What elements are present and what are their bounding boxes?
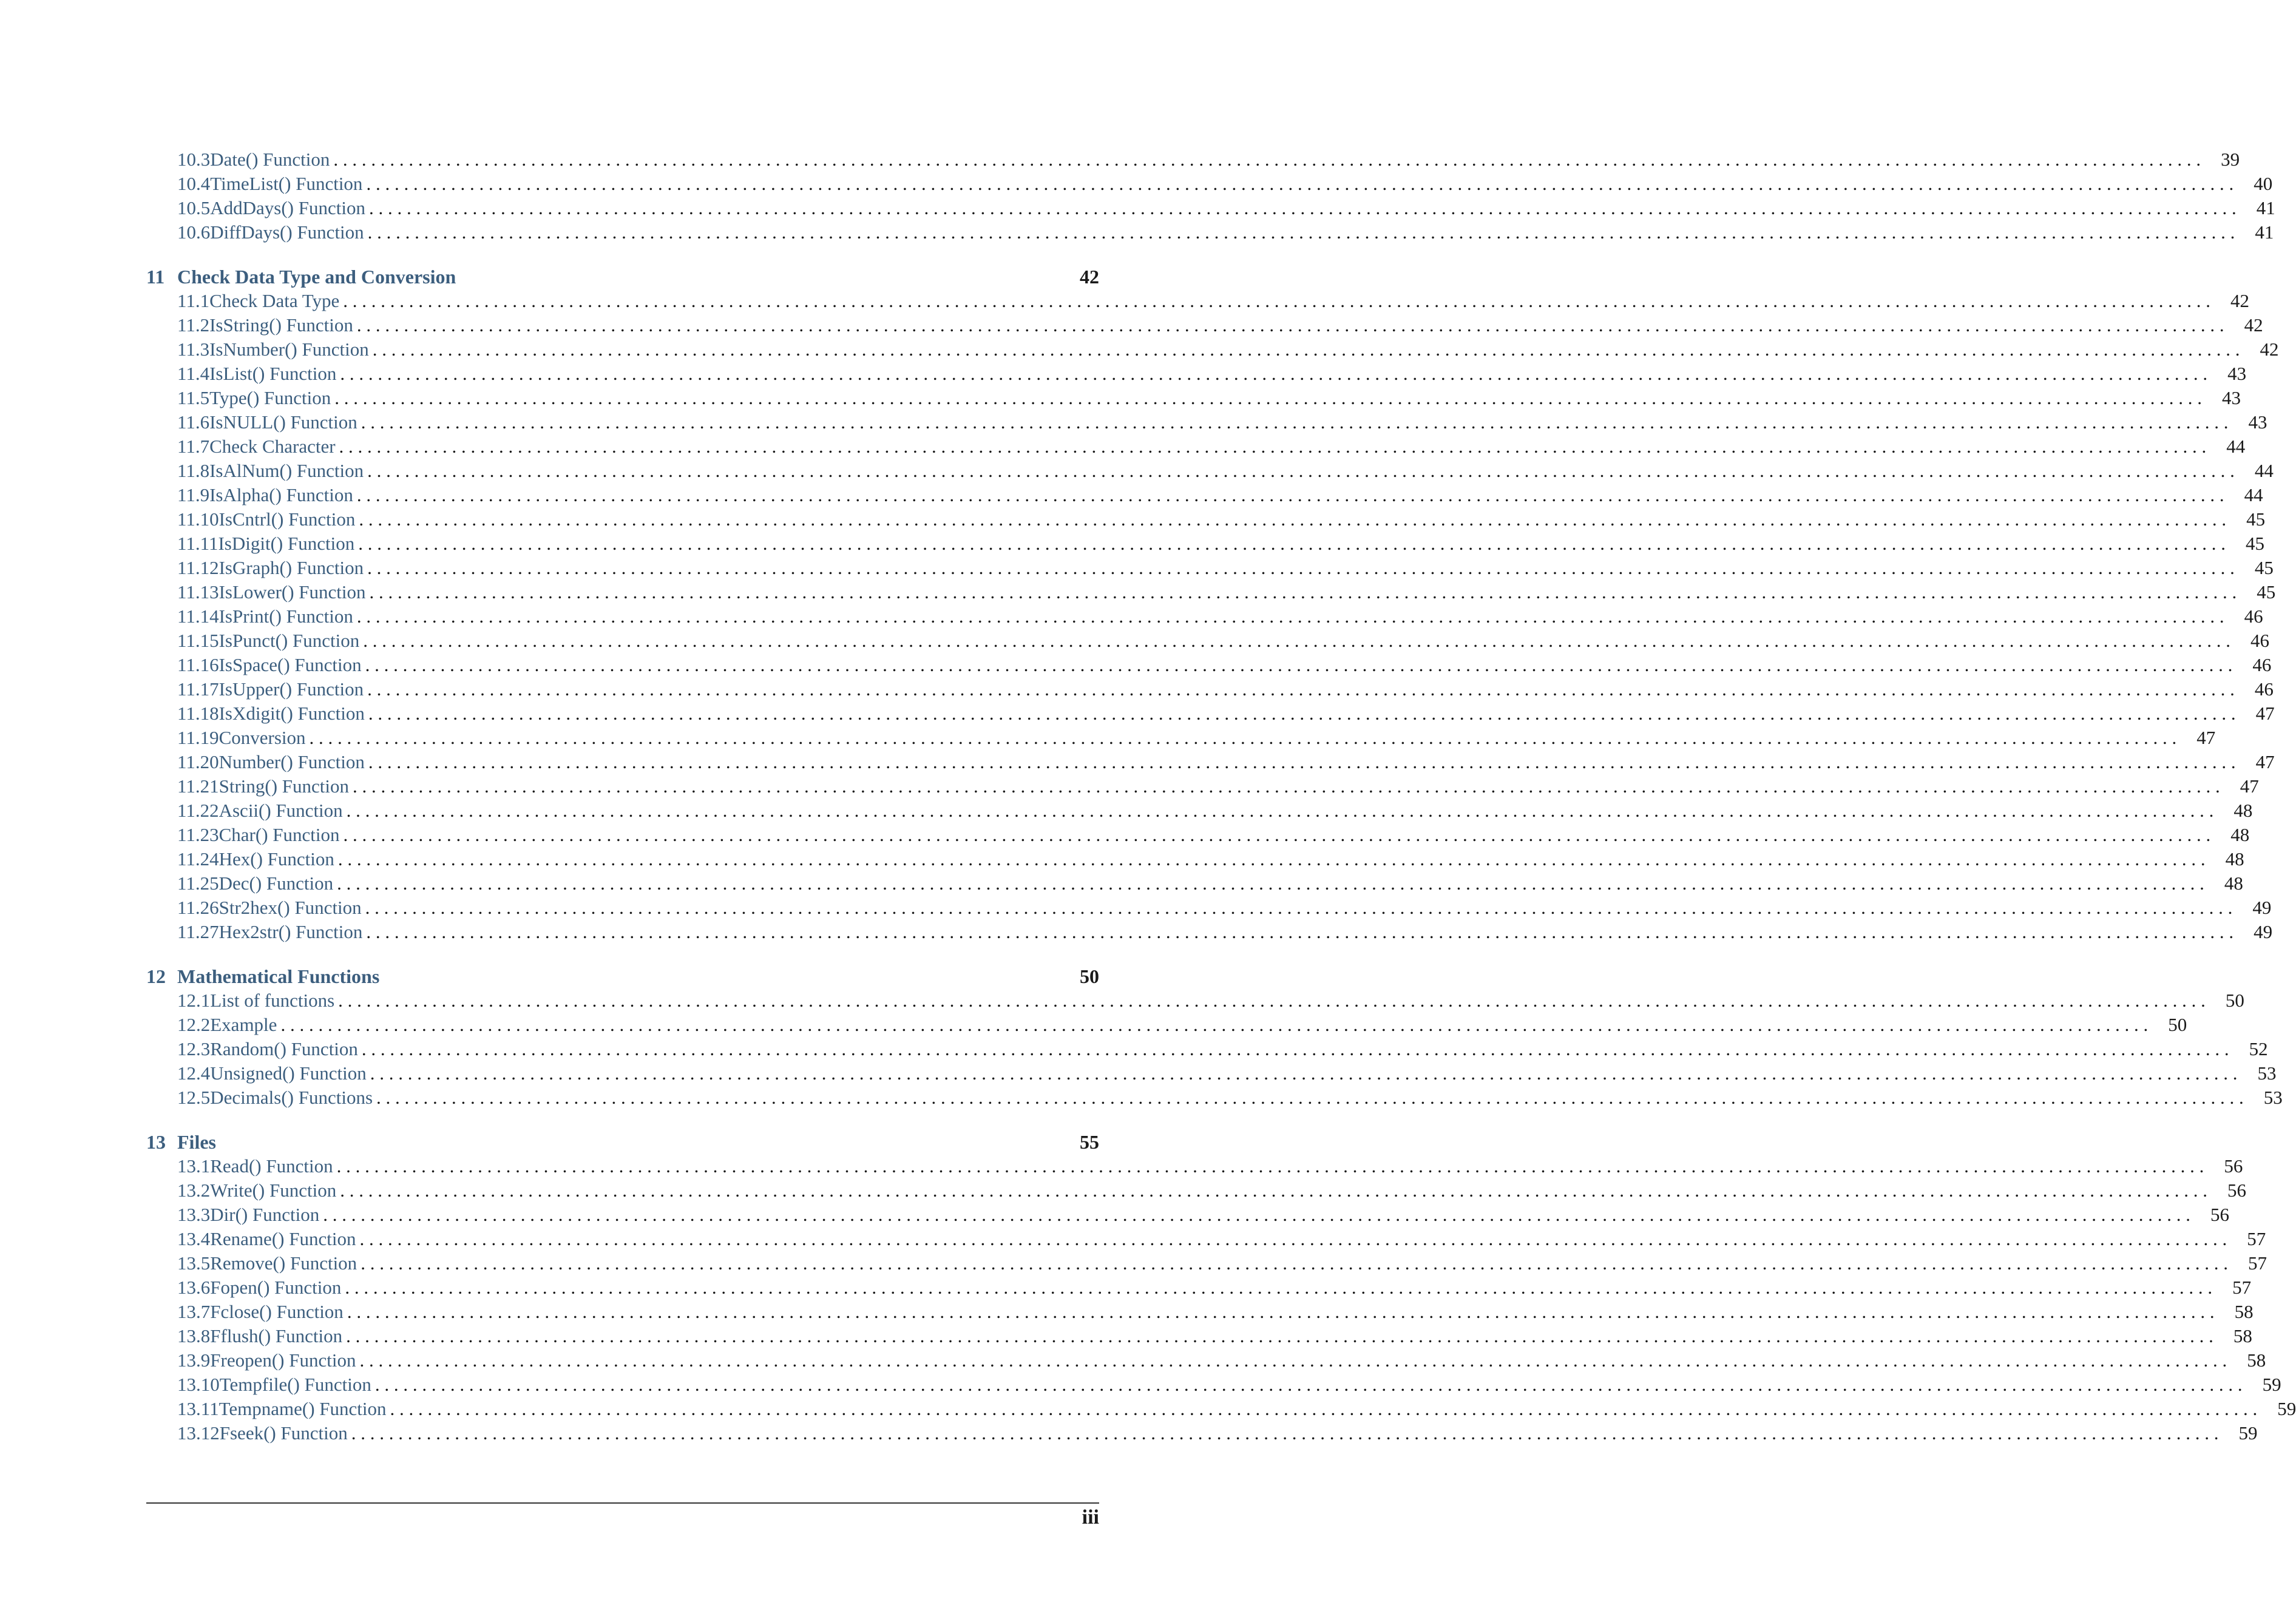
toc-section-number[interactable]: 12.3 [177, 1038, 211, 1059]
toc-page-number: 56 [2227, 1180, 2246, 1201]
toc-section-number[interactable]: 12.2 [177, 1014, 211, 1035]
toc-dot-leader: . . . . . . . . . . . . . . . . . . . . . . . . . . . . . . . . . . . . . . . . . . . . . . . . . . . . . . . . . . . . . . . . . . . . . . . . . . . . . . . . . . . . . . . . . . . . . . . . . . . . . . . . . . . . . . . . . . . . . . . . . . . . . . . . . . . . . . . . . . . . . . . . . . . . . . . . . . . . . . . . . . . . . . . . . . . . . . . . . . . . . . . . . . . . . . . . . . . . . . . [367, 678, 2235, 700]
toc-chapter-row[interactable] [146, 964, 1099, 988]
toc-entry-row[interactable] [146, 847, 2244, 871]
toc-page-number: 44 [2254, 460, 2274, 481]
toc-page-number: 49 [2254, 921, 2273, 942]
toc-dot-leader: . . . . . . . . . . . . . . . . . . . . . . . . . . . . . . . . . . . . . . . . . . . . . . . . . . . . . . . . . . . . . . . . . . . . . . . . . . . . . . . . . . . . . . . . . . . . . . . . . . . . . . . . . . . . . . . . . . . . . . . . . . . . . . . . . . . . . . . . . . . . . . . . . . . . . . . . . . . . . . . . . . . . . . . . . . . . . . . . . . . . . . . . . . . . . . . . . . . . . . . [280, 1014, 2149, 1035]
toc-section-title[interactable]: IsSpace() Function [218, 654, 362, 675]
toc-section-title[interactable]: Date() Function [210, 149, 330, 170]
toc-section-title[interactable]: Write() Function [210, 1180, 337, 1201]
toc-entry-row[interactable] [146, 362, 2247, 386]
toc-page-number: 47 [2255, 703, 2275, 724]
toc-entry-row[interactable] [146, 1373, 2281, 1397]
toc-section-title[interactable]: IsString() Function [209, 314, 353, 336]
toc-section-title[interactable]: Random() Function [210, 1038, 358, 1059]
toc-entry-row[interactable] [146, 1013, 2187, 1037]
toc-entry-row[interactable] [146, 556, 2274, 580]
toc-page-number: 42 [2230, 290, 2250, 311]
toc-section-number[interactable]: 11.18 [177, 703, 219, 724]
toc-page-number: 40 [2254, 173, 2273, 194]
toc-page-number: 45 [2246, 508, 2266, 530]
toc-section-number[interactable]: 11.12 [177, 557, 219, 578]
toc-section-title[interactable]: Rename() Function [210, 1228, 356, 1249]
toc-section-title[interactable]: Check Character [209, 436, 336, 457]
toc-chapter-row[interactable] [146, 265, 1099, 289]
toc-page-number: 48 [2224, 873, 2243, 894]
toc-entry-row[interactable] [146, 1203, 2229, 1227]
toc-section-title[interactable]: IsXdigit() Function [218, 703, 365, 724]
toc-dot-leader: . . . . . . . . . . . . . . . . . . . . . . . . . . . . . . . . . . . . . . . . . . . . . . . . . . . . . . . . . . . . . . . . . . . . . . . . . . . . . . . . . . . . . . . . . . . . . . . . . . . . . . . . . . . . . . . . . . . . . . . . . . . . . . . . . . . . . . . . . . . . . . . . . . . . . . . . . . . . . . . . . . . . . . . . . . . . . . . . . . . . . . . . . . . . . . . . . . . . . . . [368, 703, 2236, 724]
toc-section-number[interactable]: 12 [146, 965, 166, 987]
toc-dot-leader: . . . . . . . . . . . . . . . . . . . . . . . . . . . . . . . . . . . . . . . . . . . . . . . . . . . . . . . . . . . . . . . . . . . . . . . . . . . . . . . . . . . . . . . . . . . . . . . . . . . . . . . . . . . . . . . . . . . . . . . . . . . . . . . . . . . . . . . . . . . . . . . . . . . . . . . . . . . . . . . . . . . . . . . . . . . . . . . . . . . . . . . . . . . . . . . . . . . . . . . [356, 314, 2224, 336]
toc-chapter-row[interactable] [146, 1130, 1099, 1154]
toc-dot-leader: . . . . . . . . . . . . . . . . . . . . . . . . . . . . . . . . . . . . . . . . . . . . . . . . . . . . . . . . . . . . . . . . . . . . . . . . . . . . . . . . . . . . . . . . . . . . . . . . . . . . . . . . . . . . . . . . . . . . . . . . . . . . . . . . . . . . . . . . . . . . . . . . . . . . . . . . . . . . . . . . . . . . . . . . . . . . . . . . . . . . . . . . . . . . . . . . . . . . . . . [340, 363, 2208, 384]
toc-dot-leader: . . . . . . . . . . . . . . . . . . . . . . . . . . . . . . . . . . . . . . . . . . . . . . . . . . . . . . . . . . . . . . . . . . . . . . . . . . . . . . . . . . . . . . . . . . . . . . . . . . . . . . . . . . . . . . . . . . . . . . . . . . . . . . . . . . . . . . . . . . . . . . . . . . . . . . . . . . . . . . . . . . . . . . . . . . . . . . . . . . . . . . . . . . . . . . . . . . . . . . . [367, 460, 2235, 481]
toc-dot-leader: . . . . . . . . . . . . . . . . . . . . . . . . . . . . . . . . . . . . . . . . . . . . . . . . . . . . . . . . . . . . . . . . . . . . . . . . . . . . . . . . . . . . . . . . . . . . . . . . . . . . . . . . . . . . . . . . . . . . . . . . . . . . . . . . . . . . . . . . . . . . . . . . . . . . . . . . . . . . . . . . . . . . . . . . . . . . . . . . . . . . . . . . . . . . . . . . . . . . . . . [366, 173, 2234, 194]
toc-section-title[interactable]: Number() Function [218, 751, 365, 772]
toc-section-number[interactable]: 11.14 [177, 606, 219, 627]
toc-page-number: 41 [2255, 221, 2274, 243]
toc-dot-leader: . . . . . . . . . . . . . . . . . . . . . . . . . . . . . . . . . . . . . . . . . . . . . . . . . . . . . . . . . . . . . . . . . . . . . . . . . . . . . . . . . . . . . . . . . . . . . . . . . . . . . . . . . . . . . . . . . . . . . . . . . . . . . . . . . . . . . . . . . . . . . . . . . . . . . . . . . . . . . . . . . . . . . . . . . . . . . . . . . . . . . . . . . . . . . . . . . . . . . . . [356, 606, 2224, 627]
toc-section-number[interactable]: 11.3 [177, 339, 210, 360]
toc-page-number: 47 [2255, 751, 2275, 772]
toc-section-number[interactable]: 11.20 [177, 751, 219, 772]
toc-section-title[interactable]: List of functions [210, 990, 335, 1011]
toc-section-title[interactable]: IsPunct() Function [218, 630, 360, 651]
toc-section-title[interactable]: Remove() Function [210, 1252, 357, 1274]
table-of-contents [146, 147, 2296, 1445]
toc-entry-row[interactable] [146, 701, 2275, 726]
toc-section-number[interactable]: 11.4 [177, 363, 210, 384]
toc-dot-leader: . . . . . . . . . . . . . . . . . . . . . . . . . . . . . . . . . . . . . . . . . . . . . . . . . . . . . . . . . . . . . . . . . . . . . . . . . . . . . . . . . . . . . . . . . . . . . . . . . . . . . . . . . . . . . . . . . . . . . . . . . . . . . . . . . . . . . . . . . . . . . . . . . . . . . . . . . . . . . . . . . . . . . . . . . . . . . . . . . . . . . . . . . . . . . . . . . . . . . . . [359, 508, 2227, 530]
toc-dot-leader: . . . . . . . . . . . . . . . . . . . . . . . . . . . . . . . . . . . . . . . . . . . . . . . . . . . . . . . . . . . . . . . . . . . . . . . . . . . . . . . . . . . . . . . . . . . . . . . . . . . . . . . . . . . . . . . . . . . . . . . . . . . . . . . . . . . . . . . . . . . . . . . . . . . . . . . . . . . . . . . . . . . . . . . . . . . . . . . . . . . . . . . . . . . . . . . . . . . . . . . [337, 848, 2206, 870]
toc-section-number[interactable]: 13.7 [177, 1301, 211, 1322]
toc-section-number[interactable]: 11.16 [177, 654, 219, 675]
toc-entry-row[interactable] [146, 483, 2263, 507]
toc-page-number: 58 [2234, 1301, 2254, 1322]
toc-dot-leader: . . . . . . . . . . . . . . . . . . . . . . . . . . . . . . . . . . . . . . . . . . . . . . . . . . . . . . . . . . . . . . . . . . . . . . . . . . . . . . . . . . . . . . . . . . . . . . . . . . . . . . . . . . . . . . . . . . . . . . . . . . . . . . . . . . . . . . . . . . . . . . . . . . . . . . . . . . . . . . . . . . . . . . . . . . . . . . . . . . . . . . . . . . . . . . . . . . . . . . . [368, 197, 2237, 218]
toc-dot-leader: . . . . . . . . . . . . . . . . . . . . . . . . . . . . . . . . . . . . . . . . . . . . . . . . . . . . . . . . . . . . . . . . . . . . . . . . . . . . . . . . . . . . . . . . . . . . . . . . . . . . . . . . . . . . . . . . . . . . . . . . . . . . . . . . . . . . . . . . . . . . . . . . . . . . . . . . . . . . . . . . . . . . . . . . . . . . . . . . . . . . . . . . . . . . . . . . . . . . . . . [372, 339, 2240, 360]
toc-section-number[interactable]: 10.3 [177, 149, 211, 170]
toc-page-number: 41 [2256, 197, 2275, 218]
toc-section-title[interactable]: String() Function [218, 775, 350, 797]
toc-entry-row[interactable] [146, 750, 2275, 774]
toc-entry-row[interactable] [146, 434, 2246, 459]
toc-section-title[interactable]: Files [177, 1131, 216, 1153]
toc-section-title[interactable]: Dir() Function [210, 1204, 320, 1225]
toc-page-number: 45 [2254, 557, 2274, 578]
toc-entry-row[interactable] [146, 1061, 2277, 1086]
toc-section-title[interactable]: Check Data Type [209, 290, 340, 311]
toc-section-number[interactable]: 11.19 [177, 727, 219, 748]
toc-section-number[interactable]: 11.13 [177, 581, 219, 603]
toc-dot-leader: . . . . . . . . . . . . . . . . . . . . . . . . . . . . . . . . . . . . . . . . . . . . . . . . . . . . . . . . . . . . . . . . . . . . . . . . . . . . . . . . . . . . . . . . . . . . . . . . . . . . . . . . . . . . . . . . . . . . . . . . . . . . . . . . . . . . . . . . . . . . . . . . . . . . . . . . . . . . . . . . . . . . . . . . . . . . . . . . . . . . . . . . . . . . . . . . . . . . . . . [368, 751, 2236, 772]
toc-page-number: 55 [1080, 1131, 1099, 1153]
toc-entry-row[interactable] [146, 774, 2259, 799]
toc-section-number[interactable]: 11.17 [177, 678, 219, 700]
toc-section-title[interactable]: Freopen() Function [210, 1350, 356, 1371]
toc-dot-leader: . . . . . . . . . . . . . . . . . . . . . . . . . . . . . . . . . . . . . . . . . . . . . . . . . . . . . . . . . . . . . . . . . . . . . . . . . . . . . . . . . . . . . . . . . . . . . . . . . . . . . . . . . . . . . . . . . . . . . . . . . . . . . . . . . . . . . . . . . . . . . . . . . . . . . . . . . . . . . . . . . . . . . . . . . . . . . . . . . . . . . . . . . . . . . . . . . . . . . . . [359, 1350, 2227, 1371]
toc-dot-leader: . . . . . . . . . . . . . . . . . . . . . . . . . . . . . . . . . . . . . . . . . . . . . . . . . . . . . . . . . . . . . . . . . . . . . . . . . . . . . . . . . . . . . . . . . . . . . . . . . . . . . . . . . . . . . . . . . . . . . . . . . . . . . . . . . . . . . . . . . . . . . . . . . . . . . . . . . . . . . . . . . . . . . . . . . . . . . . . . . . . . . . . . . . . . . . . . . . . . . . . [351, 1422, 2219, 1444]
toc-section-title[interactable]: Fopen() Function [210, 1277, 342, 1298]
toc-page-number: 53 [2263, 1087, 2283, 1108]
toc-section-number[interactable]: 13.6 [177, 1277, 211, 1298]
toc-entry-row[interactable] [146, 337, 2279, 362]
toc-dot-leader: . . . . . . . . . . . . . . . . . . . . . . . . . . . . . . . . . . . . . . . . . . . . . . . . . . . . . . . . . . . . . . . . . . . . . . . . . . . . . . . . . . . . . . . . . . . . . . . . . . . . . . . . . . . . . . . . . . . . . . . . . . . . . . . . . . . . . . . . . . . . . . . . . . . . . . . . . . . . . . . . . . . . . . . . . . . . . . . . . . . . . . . . . . . . . . . . . . . . . . . [361, 1252, 2228, 1274]
toc-entry-row[interactable] [146, 220, 2274, 245]
toc-section-number[interactable]: 11.6 [177, 411, 210, 433]
toc-entry-row[interactable] [146, 653, 2272, 677]
toc-section-number[interactable]: 11.23 [177, 824, 219, 845]
toc-dot-leader: . . . . . . . . . . . . . . . . . . . . . . . . . . . . . . . . . . . . . . . . . . . . . . . . . . . . . . . . . . . . . . . . . . . . . . . . . . . . . . . . . . . . . . . . . . . . . . . . . . . . . . . . . . . . . . . . . . . . . . . . . . . . . . . . . . . . . . . . . . . . . . . . . . . . . . . . . . . . . . . . . . . . . . . . . . . . . . . . . . . . . . . . . . . . . . . . . . . . . . . [336, 1155, 2204, 1177]
toc-section-title[interactable]: Hex() Function [218, 848, 334, 870]
toc-page-number: 50 [1080, 965, 1099, 987]
toc-section-title[interactable]: Decimals() Functions [210, 1087, 373, 1108]
toc-dot-leader: . . . . . . . . . . . . . . . . . . . . . . . . . . . . . . . . . . . . . . . . . . . . . . . . . . . . . . . . . . . . . . . . . . . . . . . . . . . . . . . . . . . . . . . . . . . . . . . . . . . . . . . . . . . . . . . . . . . . . . . . . . . . . . . . . . . . . . . . . . . . . . . . . . . . . . . . . . . . . . . . . . . . . . . . . . . . . . . . . . . . . . . . . . . . . . . . . . . . . . . [358, 533, 2226, 554]
toc-page-number: 59 [2262, 1374, 2281, 1395]
toc-section-title[interactable]: Ascii() Function [218, 800, 343, 821]
toc-section-title[interactable]: Str2hex() Function [218, 897, 362, 918]
toc-dot-leader: . . . . . . . . . . . . . . . . . . . . . . . . . . . . . . . . . . . . . . . . . . . . . . . . . . . . . . . . . . . . . . . . . . . . . . . . . . . . . . . . . . . . . . . . . . . . . . . . . . . . . . . . . . . . . . . . . . . . . . . . . . . . . . . . . . . . . . . . . . . . . . . . . . . . . . . . . . . . . . . . . . . . . . . . . . . . . . . . . . . . . . . . . . . . . . . . . . . . . . . [361, 1038, 2229, 1059]
toc-entry-row[interactable] [146, 410, 2267, 434]
toc-section-number[interactable]: 13.1 [177, 1155, 211, 1177]
toc-entry-row[interactable] [146, 604, 2263, 629]
toc-page-number: 58 [2233, 1325, 2252, 1346]
toc-section-number[interactable]: 11.26 [177, 897, 219, 918]
toc-section-number[interactable]: 11.2 [177, 314, 210, 336]
toc-section-number[interactable]: 11.1 [177, 290, 210, 311]
toc-page-number: 57 [2232, 1277, 2252, 1298]
toc-section-title[interactable]: TimeList() Function [210, 173, 363, 194]
toc-section-number[interactable]: 13.3 [177, 1204, 211, 1225]
toc-entry-row[interactable] [146, 1086, 2283, 1110]
toc-dot-leader: . . . . . . . . . . . . . . . . . . . . . . . . . . . . . . . . . . . . . . . . . . . . . . . . . . . . . . . . . . . . . . . . . . . . . . . . . . . . . . . . . . . . . . . . . . . . . . . . . . . . . . . . . . . . . . . . . . . . . . . . . . . . . . . . . . . . . . . . . . . . . . . . . . . . . . . . . . . . . . . . . . . . . . . . . . . . . . . . . . . . . . . . . . . . . . . . . . . . . . . [334, 387, 2203, 408]
toc-dot-leader: . . . . . . . . . . . . . . . . . . . . . . . . . . . . . . . . . . . . . . . . . . . . . . . . . . . . . . . . . . . . . . . . . . . . . . . . . . . . . . . . . . . . . . . . . . . . . . . . . . . . . . . . . . . . . . . . . . . . . . . . . . . . . . . . . . . . . . . . . . . . . . . . . . . . . . . . . . . . . . . . . . . . . . . . . . . . . . . . . . . . . . . . . . . . . . . . . . . . . . . [337, 873, 2204, 894]
toc-page-number: 47 [2240, 775, 2259, 797]
toc-section-number[interactable]: 13.11 [177, 1398, 219, 1419]
toc-section-number[interactable]: 11.25 [177, 873, 219, 894]
toc-section-number[interactable]: 11.27 [177, 921, 219, 942]
toc-entry-row[interactable] [146, 1251, 2267, 1275]
toc-dot-leader: . . . . . . . . . . . . . . . . . . . . . . . . . . . . . . . . . . . . . . . . . . . . . . . . . . . . . . . . . . . . . . . . . . . . . . . . . . . . . . . . . . . . . . . . . . . . . . . . . . . . . . . . . . . . . . . . . . . . . . . . . . . . . . . . . . . . . . . . . . . . . . . . . . . . . . . . . . . . . . . . . . . . . . . . . . . . . . . . . . . . . . . . . . . . . . . . . . . . . . . [363, 630, 2230, 651]
toc-page-number: 45 [2257, 581, 2276, 603]
toc-entry-row[interactable] [146, 580, 2276, 604]
toc-section-title[interactable]: IsAlpha() Function [209, 484, 353, 505]
toc-page-number: 56 [2210, 1204, 2229, 1225]
toc-section-number[interactable]: 13 [146, 1131, 166, 1153]
toc-section-title[interactable]: Fclose() Function [210, 1301, 344, 1322]
toc-section-number[interactable]: 13.10 [177, 1374, 220, 1395]
toc-page-number: 52 [2249, 1038, 2268, 1059]
toc-section-title[interactable]: Tempname() Function [218, 1398, 387, 1419]
toc-page-number: 42 [1080, 266, 1099, 288]
toc-page-number: 56 [2224, 1155, 2243, 1177]
toc-section-title[interactable]: Fflush() Function [210, 1325, 343, 1346]
toc-section-number[interactable]: 11.9 [177, 484, 210, 505]
toc-section-number[interactable]: 11.22 [177, 800, 219, 821]
toc-section-number[interactable]: 11.10 [177, 508, 219, 530]
toc-entry-row[interactable] [146, 386, 2241, 410]
footer-page-number: iii [1082, 1506, 1099, 1529]
toc-page-number: 45 [2245, 533, 2264, 554]
toc-page-number: 48 [2225, 848, 2244, 870]
toc-page-number: 43 [2227, 363, 2247, 384]
toc-section-number[interactable]: 13.5 [177, 1252, 211, 1274]
toc-entry-row[interactable] [146, 896, 2272, 920]
toc-entry-row[interactable] [146, 147, 2240, 172]
toc-entry-row[interactable] [146, 1397, 2296, 1421]
toc-entry-row[interactable] [146, 823, 2250, 847]
toc-dot-leader: . . . . . . . . . . . . . . . . . . . . . . . . . . . . . . . . . . . . . . . . . . . . . . . . . . . . . . . . . . . . . . . . . . . . . . . . . . . . . . . . . . . . . . . . . . . . . . . . . . . . . . . . . . . . . . . . . . . . . . . . . . . . . . . . . . . . . . . . . . . . . . . . . . . . . . . . . . . . . . . . . . . . . . . . . . . . . . . . . . . . . . . . . . . . . . . . . . . . . . . [370, 1062, 2238, 1084]
toc-dot-leader: . . . . . . . . . . . . . . . . . . . . . . . . . . . . . . . . . . . . . . . . . . . . . . . . . . . . . . . . . . . . . . . . . . . . . . . . . . . . . . . . . . . . . . . . . . . . . . . . . . . . . . . . . . . . . . . . . . . . . . . . . . . . . . . . . . . . . . . . . . . . . . . . . . . . . . . . . . . . . . . . . . . . . . . . . . . . . . . . . . . . . . . . . . . . . . . . . . . . . . . [365, 897, 2233, 918]
toc-entry-row[interactable] [146, 988, 2244, 1013]
toc-entry-row[interactable] [146, 507, 2266, 532]
toc-dot-leader: . . . . . . . . . . . . . . . . . . . . . . . . . . . . . . . . . . . . . . . . . . . . . . . . . . . . . . . . . . . . . . . . . . . . . . . . . . . . . . . . . . . . . . . . . . . . . . . . . . . . . . . . . . . . . . . . . . . . . . . . . . . . . . . . . . . . . . . . . . . . . . . . . . . . . . . . . . . . . . . . . . . . . . . . . . . . . . . . . . . . . . . . . . . . . . . . . . . . . . . [338, 990, 2206, 1011]
toc-entry-row[interactable] [146, 1178, 2246, 1203]
toc-section-title[interactable]: IsLower() Function [218, 581, 366, 603]
toc-page-number: 57 [2247, 1252, 2267, 1274]
toc-section-number[interactable]: 11.5 [177, 387, 210, 408]
toc-section-title[interactable]: Check Data Type and Conversion [177, 266, 456, 288]
toc-entry-row[interactable] [146, 313, 2263, 337]
toc-dot-leader: . . . . . . . . . . . . . . . . . . . . . . . . . . . . . . . . . . . . . . . . . . . . . . . . . . . . . . . . . . . . . . . . . . . . . . . . . . . . . . . . . . . . . . . . . . . . . . . . . . . . . . . . . . . . . . . . . . . . . . . . . . . . . . . . . . . . . . . . . . . . . . . . . . . . . . . . . . . . . . . . . . . . . . . . . . . . . . . . . . . . . . . . . . . . . . . . . . . . . . . [390, 1398, 2258, 1419]
toc-section-number[interactable]: 11 [146, 266, 165, 288]
toc-dot-leader: . . . . . . . . . . . . . . . . . . . . . . . . . . . . . . . . . . . . . . . . . . . . . . . . . . . . . . . . . . . . . . . . . . . . . . . . . . . . . . . . . . . . . . . . . . . . . . . . . . . . . . . . . . . . . . . . . . . . . . . . . . . . . . . . . . . . . . . . . . . . . . . . . . . . . . . . . . . . . . . . . . . . . . . . . . . . . . . . . . . . . . . . . . . . . . . . . . . . . . . [361, 411, 2229, 433]
toc-dot-leader: . . . . . . . . . . . . . . . . . . . . . . . . . . . . . . . . . . . . . . . . . . . . . . . . . . . . . . . . . . . . . . . . . . . . . . . . . . . . . . . . . . . . . . . . . . . . . . . . . . . . . . . . . . . . . . . . . . . . . . . . . . . . . . . . . . . . . . . . . . . . . . . . . . . . . . . . . . . . . . . . . . . . . . . . . . . . . . . . . . . . . . . . . . . . . . . . . . . . . . . [333, 149, 2201, 170]
toc-page-number: 42 [2260, 339, 2279, 360]
toc-dot-leader: . . . . . . . . . . . . . . . . . . . . . . . . . . . . . . . . . . . . . . . . . . . . . . . . . . . . . . . . . . . . . . . . . . . . . . . . . . . . . . . . . . . . . . . . . . . . . . . . . . . . . . . . . . . . . . . . . . . . . . . . . . . . . . . . . . . . . . . . . . . . . . . . . . . . . . . . . . . . . . . . . . . . . . . . . . . . . . . . . . . . . . . . . . . . . . . . . . . . . . . [323, 1204, 2190, 1225]
toc-entry-row[interactable] [146, 1300, 2254, 1324]
toc-dot-leader: . . . . . . . . . . . . . . . . . . . . . . . . . . . . . . . . . . . . . . . . . . . . . . . . . . . . . . . . . . . . . . . . . . . . . . . . . . . . . . . . . . . . . . . . . . . . . . . . . . . . . . . . . . . . . . . . . . . . . . . . . . . . . . . . . . . . . . . . . . . . . . . . . . . . . . . . . . . . . . . . . . . . . . . . . . . . . . . . . . . . . . . . . . . . . . . . . . . . . . . [339, 436, 2207, 457]
toc-section-title[interactable]: Type() Function [209, 387, 331, 408]
toc-entry-row[interactable] [146, 289, 2250, 313]
toc-entry-row[interactable] [146, 459, 2274, 483]
toc-entry-row[interactable] [146, 799, 2253, 823]
toc-section-number[interactable]: 11.7 [177, 436, 210, 457]
toc-section-number[interactable]: 13.12 [177, 1422, 220, 1444]
toc-section-title[interactable]: Conversion [218, 727, 306, 748]
footer-divider [146, 1502, 1099, 1504]
toc-dot-leader: . . . . . . . . . . . . . . . . . . . . . . . . . . . . . . . . . . . . . . . . . . . . . . . . . . . . . . . . . . . . . . . . . . . . . . . . . . . . . . . . . . . . . . . . . . . . . . . . . . . . . . . . . . . . . . . . . . . . . . . . . . . . . . . . . . . . . . . . . . . . . . . . . . . . . . . . . . . . . . . . . . . . . . . . . . . . . . . . . . . . . . . . . . . . . . . . . . . . . . . [343, 824, 2211, 845]
toc-page-number: 43 [2222, 387, 2241, 408]
toc-section-title[interactable]: Char() Function [218, 824, 340, 845]
toc-page-number: 44 [2226, 436, 2246, 457]
toc-dot-leader: . . . . . . . . . . . . . . . . . . . . . . . . . . . . . . . . . . . . . . . . . . . . . . . . . . . . . . . . . . . . . . . . . . . . . . . . . . . . . . . . . . . . . . . . . . . . . . . . . . . . . . . . . . . . . . . . . . . . . . . . . . . . . . . . . . . . . . . . . . . . . . . . . . . . . . . . . . . . . . . . . . . . . . . . . . . . . . . . . . . . . . . . . . . . . . . . . . . . . . . [365, 654, 2233, 675]
toc-section-number[interactable]: 12.5 [177, 1087, 211, 1108]
toc-page-number: 59 [2238, 1422, 2258, 1444]
toc-section-title[interactable]: IsList() Function [209, 363, 337, 384]
toc-entry-row[interactable] [146, 1037, 2268, 1061]
toc-page-number: 42 [2244, 314, 2263, 336]
toc-section-title[interactable]: IsDigit() Function [218, 533, 355, 554]
toc-section-number[interactable]: 12.1 [177, 990, 211, 1011]
toc-dot-leader: . . . . . . . . . . . . . . . . . . . . . . . . . . . . . . . . . . . . . . . . . . . . . . . . . . . . . . . . . . . . . . . . . . . . . . . . . . . . . . . . . . . . . . . . . . . . . . . . . . . . . . . . . . . . . . . . . . . . . . . . . . . . . . . . . . . . . . . . . . . . . . . . . . . . . . . . . . . . . . . . . . . . . . . . . . . . . . . . . . . . . . . . . . . . . . . . . . . . . . . [376, 1087, 2244, 1108]
toc-section-number[interactable]: 13.4 [177, 1228, 211, 1249]
toc-page-number: 58 [2247, 1350, 2266, 1371]
toc-section-title[interactable]: Fseek() Function [219, 1422, 348, 1444]
toc-dot-leader: . . . . . . . . . . . . . . . . . . . . . . . . . . . . . . . . . . . . . . . . . . . . . . . . . . . . . . . . . . . . . . . . . . . . . . . . . . . . . . . . . . . . . . . . . . . . . . . . . . . . . . . . . . . . . . . . . . . . . . . . . . . . . . . . . . . . . . . . . . . . . . . . . . . . . . . . . . . . . . . . . . . . . . . . . . . . . . . . . . . . . . . . . . . . . . . . . . . . . . . [340, 1180, 2207, 1201]
toc-section-number[interactable]: 10.4 [177, 173, 211, 194]
toc-dot-leader: . . . . . . . . . . . . . . . . . . . . . . . . . . . . . . . . . . . . . . . . . . . . . . . . . . . . . . . . . . . . . . . . . . . . . . . . . . . . . . . . . . . . . . . . . . . . . . . . . . . . . . . . . . . . . . . . . . . . . . . . . . . . . . . . . . . . . . . . . . . . . . . . . . . . . . . . . . . . . . . . . . . . . . . . . . . . . . . . . . . . . . . . . . . . . . . . . . . . . . . [366, 921, 2234, 942]
toc-section-number[interactable]: 11.24 [177, 848, 219, 870]
toc-entry-row[interactable] [146, 629, 2269, 653]
toc-section-title[interactable]: AddDays() Function [210, 197, 365, 218]
toc-section-number[interactable]: 11.8 [177, 460, 210, 481]
toc-section-title[interactable]: Hex2str() Function [218, 921, 363, 942]
toc-section-title[interactable]: Dec() Function [218, 873, 334, 894]
toc-page-number: 53 [2257, 1062, 2277, 1084]
toc-section-title[interactable]: Tempfile() Function [219, 1374, 371, 1395]
toc-page-number: 50 [2225, 990, 2244, 1011]
toc-dot-leader: . . . . . . . . . . . . . . . . . . . . . . . . . . . . . . . . . . . . . . . . . . . . . . . . . . . . . . . . . . . . . . . . . . . . . . . . . . . . . . . . . . . . . . . . . . . . . . . . . . . . . . . . . . . . . . . . . . . . . . . . . . . . . . . . . . . . . . . . . . . . . . . . . . . . . . . . . . . . . . . . . . . . . . . . . . . . . . . . . . . . . . . . . . . . . . . . . . . . . . . [374, 1374, 2243, 1395]
toc-section-number[interactable]: 13.8 [177, 1325, 211, 1346]
toc-page-number: 44 [2244, 484, 2263, 505]
toc-entry-row[interactable] [146, 1324, 2252, 1348]
toc-page-number: 49 [2252, 897, 2272, 918]
toc-entry-row[interactable] [146, 196, 2275, 220]
toc-dot-leader: . . . . . . . . . . . . . . . . . . . . . . . . . . . . . . . . . . . . . . . . . . . . . . . . . . . . . . . . . . . . . . . . . . . . . . . . . . . . . . . . . . . . . . . . . . . . . . . . . . . . . . . . . . . . . . . . . . . . . . . . . . . . . . . . . . . . . . . . . . . . . . . . . . . . . . . . . . . . . . . . . . . . . . . . . . . . . . . . . . . . . . . . . . . . . . . . . . . . . . . [369, 581, 2237, 603]
toc-section-number[interactable]: 11.21 [177, 775, 219, 797]
toc-page-number: 46 [2252, 654, 2272, 675]
toc-entry-row[interactable] [146, 726, 2216, 750]
toc-page-number: 47 [2196, 727, 2216, 748]
toc-section-number[interactable]: 13.2 [177, 1180, 211, 1201]
toc-page-number: 46 [2250, 630, 2269, 651]
toc-entry-row[interactable] [146, 871, 2243, 896]
toc-section-title[interactable]: IsCntrl() Function [218, 508, 356, 530]
toc-dot-leader: . . . . . . . . . . . . . . . . . . . . . . . . . . . . . . . . . . . . . . . . . . . . . . . . . . . . . . . . . . . . . . . . . . . . . . . . . . . . . . . . . . . . . . . . . . . . . . . . . . . . . . . . . . . . . . . . . . . . . . . . . . . . . . . . . . . . . . . . . . . . . . . . . . . . . . . . . . . . . . . . . . . . . . . . . . . . . . . . . . . . . . . . . . . . . . . . . . . . . . . [359, 1228, 2227, 1249]
toc-section-title[interactable]: IsAlNum() Function [209, 460, 364, 481]
toc-dot-leader: . . . . . . . . . . . . . . . . . . . . . . . . . . . . . . . . . . . . . . . . . . . . . . . . . . . . . . . . . . . . . . . . . . . . . . . . . . . . . . . . . . . . . . . . . . . . . . . . . . . . . . . . . . . . . . . . . . . . . . . . . . . . . . . . . . . . . . . . . . . . . . . . . . . . . . . . . . . . . . . . . . . . . . . . . . . . . . . . . . . . . . . . . . . . . . . . . . . . . . . [346, 800, 2214, 821]
toc-dot-leader: . . . . . . . . . . . . . . . . . . . . . . . . . . . . . . . . . . . . . . . . . . . . . . . . . . . . . . . . . . . . . . . . . . . . . . . . . . . . . . . . . . . . . . . . . . . . . . . . . . . . . . . . . . . . . . . . . . . . . . . . . . . . . . . . . . . . . . . . . . . . . . . . . . . . . . . . . . . . . . . . . . . . . . . . . . . . . . . . . . . . . . . . . . . . . . . . . . . . . . . [343, 290, 2211, 311]
toc-section-title[interactable]: IsNumber() Function [209, 339, 369, 360]
toc-section-number[interactable]: 10.5 [177, 197, 211, 218]
toc-dot-leader: . . . . . . . . . . . . . . . . . . . . . . . . . . . . . . . . . . . . . . . . . . . . . . . . . . . . . . . . . . . . . . . . . . . . . . . . . . . . . . . . . . . . . . . . . . . . . . . . . . . . . . . . . . . . . . . . . . . . . . . . . . . . . . . . . . . . . . . . . . . . . . . . . . . . . . . . . . . . . . . . . . . . . . . . . . . . . . . . . . . . . . . . . . . . . . . . . . . . . . . [347, 1301, 2215, 1322]
toc-dot-leader: . . . . . . . . . . . . . . . . . . . . . . . . . . . . . . . . . . . . . . . . . . . . . . . . . . . . . . . . . . . . . . . . . . . . . . . . . . . . . . . . . . . . . . . . . . . . . . . . . . . . . . . . . . . . . . . . . . . . . . . . . . . . . . . . . . . . . . . . . . . . . . . . . . . . . . . . . . . . . . . . . . . . . . . . . . . . . . . . . . . . . . . . . . . . . . . . . . . . . . . [309, 727, 2177, 748]
toc-entry-row[interactable] [146, 1227, 2266, 1251]
toc-section-title[interactable]: Read() Function [210, 1155, 333, 1177]
toc-page-number: 39 [2221, 149, 2240, 170]
toc-page-number: 46 [2244, 606, 2263, 627]
toc-page-number: 48 [2233, 800, 2253, 821]
toc-dot-leader: . . . . . . . . . . . . . . . . . . . . . . . . . . . . . . . . . . . . . . . . . . . . . . . . . . . . . . . . . . . . . . . . . . . . . . . . . . . . . . . . . . . . . . . . . . . . . . . . . . . . . . . . . . . . . . . . . . . . . . . . . . . . . . . . . . . . . . . . . . . . . . . . . . . . . . . . . . . . . . . . . . . . . . . . . . . . . . . . . . . . . . . . . . . . . . . . . . . . . . . [345, 1277, 2213, 1298]
toc-page-number: 43 [2248, 411, 2267, 433]
toc-dot-leader: . . . . . . . . . . . . . . . . . . . . . . . . . . . . . . . . . . . . . . . . . . . . . . . . . . . . . . . . . . . . . . . . . . . . . . . . . . . . . . . . . . . . . . . . . . . . . . . . . . . . . . . . . . . . . . . . . . . . . . . . . . . . . . . . . . . . . . . . . . . . . . . . . . . . . . . . . . . . . . . . . . . . . . . . . . . . . . . . . . . . . . . . . . . . . . . . . . . . . . . [353, 775, 2220, 797]
toc-section-number[interactable]: 11.15 [177, 630, 219, 651]
toc-section-title[interactable]: IsNULL() Function [209, 411, 357, 433]
toc-section-title[interactable]: Example [210, 1014, 277, 1035]
toc-entry-row[interactable] [146, 920, 2273, 944]
toc-entry-row[interactable] [146, 172, 2273, 196]
toc-section-title[interactable]: IsPrint() Function [218, 606, 353, 627]
toc-dot-leader: . . . . . . . . . . . . . . . . . . . . . . . . . . . . . . . . . . . . . . . . . . . . . . . . . . . . . . . . . . . . . . . . . . . . . . . . . . . . . . . . . . . . . . . . . . . . . . . . . . . . . . . . . . . . . . . . . . . . . . . . . . . . . . . . . . . . . . . . . . . . . . . . . . . . . . . . . . . . . . . . . . . . . . . . . . . . . . . . . . . . . . . . . . . . . . . . . . . . . . . [367, 221, 2235, 243]
toc-page-number: 57 [2247, 1228, 2266, 1249]
toc-page-number: 59 [2277, 1398, 2296, 1419]
toc-entry-row[interactable] [146, 1421, 2258, 1445]
toc-dot-leader: . . . . . . . . . . . . . . . . . . . . . . . . . . . . . . . . . . . . . . . . . . . . . . . . . . . . . . . . . . . . . . . . . . . . . . . . . . . . . . . . . . . . . . . . . . . . . . . . . . . . . . . . . . . . . . . . . . . . . . . . . . . . . . . . . . . . . . . . . . . . . . . . . . . . . . . . . . . . . . . . . . . . . . . . . . . . . . . . . . . . . . . . . . . . . . . . . . . . . . . [356, 484, 2224, 505]
toc-section-number[interactable]: 11.11 [177, 533, 218, 554]
toc-section-number[interactable]: 13.9 [177, 1350, 211, 1371]
toc-entry-row[interactable] [146, 1275, 2252, 1300]
toc-section-title[interactable]: Unsigned() Function [210, 1062, 367, 1084]
toc-entry-row[interactable] [146, 1154, 2243, 1178]
toc-page-number: 48 [2230, 824, 2250, 845]
toc-section-number[interactable]: 12.4 [177, 1062, 211, 1084]
toc-page-number: 46 [2254, 678, 2274, 700]
toc-entry-row[interactable] [146, 1348, 2266, 1373]
toc-dot-leader: . . . . . . . . . . . . . . . . . . . . . . . . . . . . . . . . . . . . . . . . . . . . . . . . . . . . . . . . . . . . . . . . . . . . . . . . . . . . . . . . . . . . . . . . . . . . . . . . . . . . . . . . . . . . . . . . . . . . . . . . . . . . . . . . . . . . . . . . . . . . . . . . . . . . . . . . . . . . . . . . . . . . . . . . . . . . . . . . . . . . . . . . . . . . . . . . . . . . . . . [346, 1325, 2213, 1346]
toc-section-title[interactable]: IsGraph() Function [218, 557, 364, 578]
toc-entry-row[interactable] [146, 677, 2274, 701]
toc-section-title[interactable]: DiffDays() Function [210, 221, 364, 243]
toc-section-title[interactable]: Mathematical Functions [177, 965, 380, 987]
toc-page-number: 50 [2168, 1014, 2187, 1035]
toc-section-number[interactable]: 10.6 [177, 221, 211, 243]
toc-section-title[interactable]: IsUpper() Function [218, 678, 364, 700]
toc-entry-row[interactable] [146, 532, 2264, 556]
toc-dot-leader: . . . . . . . . . . . . . . . . . . . . . . . . . . . . . . . . . . . . . . . . . . . . . . . . . . . . . . . . . . . . . . . . . . . . . . . . . . . . . . . . . . . . . . . . . . . . . . . . . . . . . . . . . . . . . . . . . . . . . . . . . . . . . . . . . . . . . . . . . . . . . . . . . . . . . . . . . . . . . . . . . . . . . . . . . . . . . . . . . . . . . . . . . . . . . . . . . . . . . . . [367, 557, 2235, 578]
